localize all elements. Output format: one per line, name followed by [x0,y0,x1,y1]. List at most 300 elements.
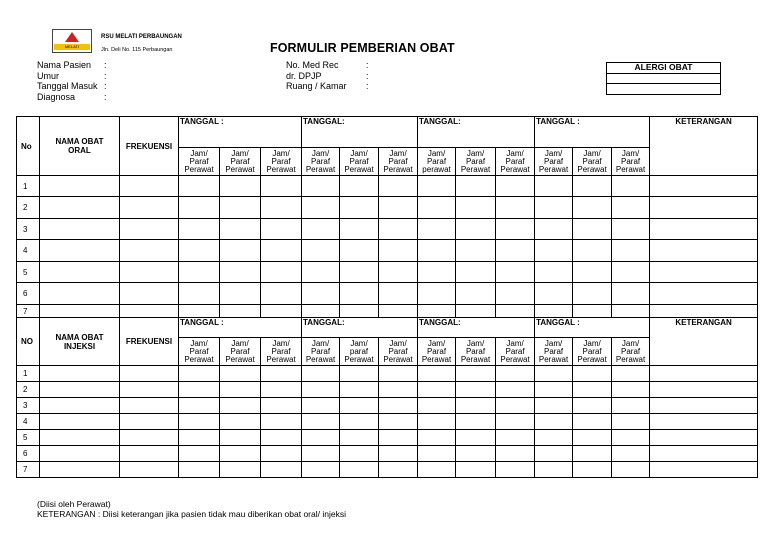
injection-time-sign-cell[interactable] [535,462,573,478]
hospital-address: Jln. Deli No. 115 Perbaungan [101,47,173,53]
oral-frequency-cell[interactable] [120,219,179,240]
injection-time-sign-cell[interactable] [612,462,650,478]
sub-header-line: Paraf [388,156,408,166]
injection-time-sign-header [220,338,261,366]
oral-time-sign-cell[interactable] [612,240,650,262]
oral-time-sign-cell[interactable] [418,240,456,262]
oral-time-sign-cell[interactable] [179,262,220,283]
injection-time-sign-cell[interactable] [340,382,379,398]
injection-time-sign-cell[interactable] [573,398,612,414]
injection-time-sign-cell[interactable] [261,430,302,446]
injection-time-sign-cell[interactable] [496,414,535,430]
oral-time-sign-cell[interactable] [220,283,261,305]
oral-time-sign-cell[interactable] [418,305,456,318]
oral-time-sign-cell[interactable] [302,283,340,305]
injection-drug-cell[interactable] [40,414,120,430]
injection-time-sign-cell[interactable] [612,398,650,414]
oral-time-sign-cell[interactable] [261,197,302,219]
oral-frequency-header: FREKUENSI [120,117,179,176]
sub-header-line: Jam/ [311,148,330,158]
oral-time-sign-header [220,148,261,176]
oral-date-label-3: TANGGAL: [418,117,535,148]
medication-grid [16,116,758,478]
oral-time-sign-cell[interactable] [418,176,456,197]
oral-time-sign-cell[interactable] [261,305,302,318]
oral-time-sign-cell[interactable] [535,305,573,318]
sub-header-line: Jam/ [427,338,446,348]
injection-time-sign-cell[interactable] [302,382,340,398]
injection-time-sign-header [261,338,302,366]
injection-time-sign-header [179,338,220,366]
allergy-field-2[interactable] [607,84,721,95]
injection-time-sign-cell[interactable] [340,430,379,446]
oral-row-number: 4 [17,240,40,262]
oral-notes-cell[interactable] [650,240,758,262]
injection-time-sign-cell[interactable] [418,382,456,398]
oral-frequency-cell[interactable] [120,283,179,305]
sub-header-line: Paraf [189,156,209,166]
sub-header-line: paraf [349,346,369,356]
injection-table-row [17,398,758,414]
injection-drug-cell[interactable] [40,382,120,398]
sub-header-line: Perawat [305,164,336,174]
form-title: FORMULIR PEMBERIAN OBAT [270,41,455,55]
injection-notes-cell[interactable] [650,382,758,398]
oral-notes-header: KETERANGAN [650,117,758,176]
injection-time-sign-cell[interactable] [573,366,612,382]
sub-header-line: Paraf [388,346,408,356]
oral-time-sign-cell[interactable] [418,283,456,305]
injection-row-number: 6 [17,446,40,462]
oral-time-sign-cell[interactable] [340,176,379,197]
injection-table-row [17,430,758,446]
sub-header-line: Jam/ [190,338,208,348]
oral-time-sign-cell[interactable] [535,283,573,305]
logo-emblem-icon [65,32,79,42]
injection-frequency-cell[interactable] [120,382,179,398]
oral-time-sign-cell[interactable] [379,240,418,262]
oral-time-sign-header [535,148,573,176]
injection-time-sign-cell[interactable] [535,430,573,446]
sub-header-line: Jam/ [231,338,249,348]
injection-frequency-cell[interactable] [120,366,179,382]
injection-date-label-4: TANGGAL : [535,318,650,338]
injection-time-sign-cell[interactable] [456,398,496,414]
injection-time-sign-cell[interactable] [302,446,340,462]
sub-header-line: Jam/ [231,148,249,158]
oral-time-sign-cell[interactable] [340,305,379,318]
oral-time-sign-cell[interactable] [418,219,456,240]
oral-table-row [17,262,758,283]
oral-frequency-cell[interactable] [120,262,179,283]
oral-time-sign-cell[interactable] [220,262,261,283]
sub-header-line: Paraf [310,156,331,166]
injection-drug-cell[interactable] [40,446,120,462]
footer-line-1: (Diisi oleh Perawat) [37,499,111,509]
oral-notes-cell[interactable] [650,219,758,240]
oral-time-sign-cell[interactable] [220,219,261,240]
injection-date-label-3: TANGGAL: [418,318,535,338]
injection-notes-cell[interactable] [650,366,758,382]
injection-time-sign-cell[interactable] [496,382,535,398]
oral-time-sign-cell[interactable] [573,283,612,305]
injection-time-sign-cell[interactable] [535,446,573,462]
oral-date-label-2: TANGGAL: [302,117,418,148]
injection-time-sign-cell[interactable] [612,414,650,430]
oral-time-sign-cell[interactable] [496,176,535,197]
oral-time-sign-cell[interactable] [302,219,340,240]
oral-time-sign-cell[interactable] [379,305,418,318]
sub-header-line: Jam/ [506,148,524,158]
oral-frequency-cell[interactable] [120,197,179,219]
oral-time-sign-cell[interactable] [535,240,573,262]
sub-header-line: Perawat [225,164,255,174]
sub-header-line: Paraf [271,156,291,166]
injection-row-number: 5 [17,430,40,446]
oral-time-sign-header [261,148,302,176]
oral-time-sign-cell[interactable] [496,262,535,283]
injection-time-sign-cell[interactable] [379,382,418,398]
oral-notes-cell[interactable] [650,262,758,283]
oral-drug-cell[interactable] [40,262,120,283]
injection-time-sign-cell[interactable] [220,366,261,382]
oral-drug-cell[interactable] [40,283,120,305]
oral-time-sign-cell[interactable] [612,262,650,283]
sub-header-line: Jam/ [350,148,368,158]
injection-table-row [17,366,758,382]
oral-time-sign-cell[interactable] [220,240,261,262]
oral-time-sign-cell[interactable] [418,197,456,219]
oral-time-sign-cell[interactable] [261,176,302,197]
injection-time-sign-cell[interactable] [496,446,535,462]
oral-time-sign-cell[interactable] [261,240,302,262]
injection-time-sign-cell[interactable] [535,414,573,430]
oral-notes-cell[interactable] [650,283,758,305]
injection-drug-header: NAMA OBAT INJEKSI [40,318,120,366]
injection-time-sign-cell[interactable] [456,382,496,398]
injection-time-sign-cell[interactable] [379,446,418,462]
sub-header-line: Perawat [225,354,255,364]
injection-time-sign-cell[interactable] [496,398,535,414]
oral-time-sign-cell[interactable] [456,219,496,240]
oral-time-sign-cell[interactable] [418,262,456,283]
injection-time-sign-cell[interactable] [535,382,573,398]
oral-time-sign-header [179,148,220,176]
injection-drug-cell[interactable] [40,398,120,414]
injection-time-sign-cell[interactable] [418,366,456,382]
oral-date-label-4: TANGGAL : [535,117,650,148]
oral-drug-cell[interactable] [40,240,120,262]
injection-time-sign-cell[interactable] [418,414,456,430]
injection-time-sign-cell[interactable] [179,366,220,382]
injection-row-number: 3 [17,398,40,414]
oral-time-sign-cell[interactable] [496,240,535,262]
oral-time-sign-cell[interactable] [496,197,535,219]
injection-time-sign-cell[interactable] [456,414,496,430]
injection-time-sign-cell[interactable] [612,366,650,382]
oral-time-sign-cell[interactable] [496,219,535,240]
injection-notes-cell[interactable] [650,398,758,414]
injection-time-sign-cell[interactable] [418,398,456,414]
oral-time-sign-cell[interactable] [302,305,340,318]
oral-time-sign-cell[interactable] [179,240,220,262]
injection-notes-cell[interactable] [650,430,758,446]
oral-time-sign-cell[interactable] [535,197,573,219]
injection-time-sign-cell[interactable] [302,462,340,478]
sub-header-line: Paraf [310,346,331,356]
oral-drug-cell[interactable] [40,305,120,318]
sub-header-line: Perawat [383,354,413,364]
room-label: Ruang / Kamar [286,81,347,91]
oral-time-sign-header [456,148,496,176]
sub-header-line: Paraf [230,156,250,166]
injection-drug-cell[interactable] [40,462,120,478]
injection-time-sign-cell[interactable] [535,366,573,382]
injection-time-sign-cell[interactable] [379,366,418,382]
injection-time-sign-cell[interactable] [573,446,612,462]
injection-time-sign-cell[interactable] [418,462,456,478]
injection-row-number: 1 [17,366,40,382]
sub-header-line: Paraf [505,346,525,356]
sub-header-line: Perawat [500,354,530,364]
injection-time-sign-cell[interactable] [179,414,220,430]
injection-time-sign-cell[interactable] [220,446,261,462]
oral-time-sign-cell[interactable] [340,197,379,219]
oral-drug-cell[interactable] [40,219,120,240]
oral-time-sign-cell[interactable] [379,176,418,197]
oral-time-sign-cell[interactable] [612,305,650,318]
oral-time-sign-cell[interactable] [612,176,650,197]
injection-frequency-cell[interactable] [120,430,179,446]
oral-time-sign-cell[interactable] [179,283,220,305]
sub-header-line: Jam/ [311,338,330,348]
oral-frequency-cell[interactable] [120,240,179,262]
injection-frequency-cell[interactable] [120,446,179,462]
injection-time-sign-cell[interactable] [573,382,612,398]
oral-time-sign-cell[interactable] [573,262,612,283]
injection-frequency-cell[interactable] [120,462,179,478]
injection-time-sign-cell[interactable] [535,398,573,414]
oral-table-row [17,197,758,219]
injection-time-sign-cell[interactable] [612,446,650,462]
oral-row-number: 1 [17,176,40,197]
injection-time-sign-cell[interactable] [302,366,340,382]
injection-time-sign-cell[interactable] [496,462,535,478]
injection-time-sign-cell[interactable] [261,366,302,382]
oral-table-row [17,305,758,318]
oral-time-sign-cell[interactable] [379,283,418,305]
sub-header-line: Jam/ [427,148,446,158]
injection-time-sign-cell[interactable] [340,446,379,462]
injection-time-sign-cell[interactable] [379,414,418,430]
oral-time-sign-cell[interactable] [535,262,573,283]
allergy-field-1[interactable] [607,73,721,84]
injection-time-sign-cell[interactable] [261,462,302,478]
injection-time-sign-cell[interactable] [261,382,302,398]
oral-time-sign-cell[interactable] [612,283,650,305]
footer-notes [37,500,346,519]
injection-row-number: 4 [17,414,40,430]
oral-time-sign-cell[interactable] [220,197,261,219]
sub-header-line: Perawat [538,354,569,364]
sub-header-line: Paraf [582,346,602,356]
injection-time-sign-cell[interactable] [340,462,379,478]
oral-time-sign-cell[interactable] [456,262,496,283]
injection-time-sign-cell[interactable] [379,430,418,446]
oral-notes-cell[interactable] [650,197,758,219]
injection-time-sign-cell[interactable] [340,366,379,382]
injection-time-sign-cell[interactable] [261,414,302,430]
oral-time-sign-cell[interactable] [496,283,535,305]
oral-drug-cell[interactable] [40,197,120,219]
oral-notes-cell[interactable] [650,305,758,318]
injection-time-sign-cell[interactable] [220,462,261,478]
injection-time-sign-cell[interactable] [220,382,261,398]
injection-time-sign-cell[interactable] [612,430,650,446]
injection-time-sign-cell[interactable] [220,414,261,430]
oral-time-sign-cell[interactable] [573,197,612,219]
injection-time-sign-cell[interactable] [179,382,220,398]
injection-time-sign-cell[interactable] [261,398,302,414]
injection-time-sign-cell[interactable] [379,398,418,414]
diagnosis-label: Diagnosa [37,91,76,102]
oral-notes-cell[interactable] [650,176,758,197]
oral-time-sign-cell[interactable] [612,219,650,240]
oral-time-sign-cell[interactable] [179,219,220,240]
oral-time-sign-cell[interactable] [302,262,340,283]
oral-time-sign-header [573,148,612,176]
injection-time-sign-cell[interactable] [179,430,220,446]
oral-time-sign-cell[interactable] [456,283,496,305]
oral-time-sign-cell[interactable] [302,176,340,197]
oral-time-sign-cell[interactable] [261,219,302,240]
oral-time-sign-cell[interactable] [379,197,418,219]
oral-row-number: 2 [17,197,40,219]
injection-time-sign-header [456,338,496,366]
oral-row-number: 5 [17,262,40,283]
injection-time-sign-cell[interactable] [418,430,456,446]
sub-header-line: Jam/ [350,338,368,348]
injection-time-sign-cell[interactable] [179,398,220,414]
med-rec-row [286,60,369,71]
injection-time-sign-cell[interactable] [573,462,612,478]
oral-time-sign-cell[interactable] [456,176,496,197]
injection-time-sign-header [379,338,418,366]
hospital-name: RSU MELATI PERBAUNGAN [101,34,182,40]
injection-time-sign-cell[interactable] [220,430,261,446]
oral-time-sign-cell[interactable] [535,219,573,240]
oral-time-sign-cell[interactable] [612,197,650,219]
oral-time-sign-cell[interactable] [340,219,379,240]
injection-frequency-cell[interactable] [120,414,179,430]
oral-time-sign-cell[interactable] [340,240,379,262]
injection-table-row [17,446,758,462]
injection-time-sign-cell[interactable] [220,398,261,414]
separator: : [366,60,369,70]
injection-notes-cell[interactable] [650,414,758,430]
injection-time-sign-cell[interactable] [612,382,650,398]
oral-frequency-cell[interactable] [120,305,179,318]
oral-time-sign-cell[interactable] [456,197,496,219]
oral-time-sign-cell[interactable] [573,176,612,197]
oral-time-sign-cell[interactable] [496,305,535,318]
oral-time-sign-cell[interactable] [220,176,261,197]
oral-time-sign-cell[interactable] [261,283,302,305]
oral-time-sign-cell[interactable] [573,240,612,262]
injection-time-sign-cell[interactable] [302,414,340,430]
oral-time-sign-cell[interactable] [261,262,302,283]
oral-time-sign-cell[interactable] [456,240,496,262]
injection-time-sign-cell[interactable] [456,430,496,446]
oral-time-sign-cell[interactable] [535,176,573,197]
injection-time-sign-cell[interactable] [456,366,496,382]
injection-date-label-2: TANGGAL: [302,318,418,338]
oral-time-sign-cell[interactable] [456,305,496,318]
allergy-box [606,62,721,95]
oral-time-sign-cell[interactable] [340,283,379,305]
injection-time-sign-cell[interactable] [340,414,379,430]
injection-time-sign-cell[interactable] [496,430,535,446]
oral-no-header: No [17,117,40,176]
patient-name-label: Nama Pasien [37,60,92,70]
injection-time-sign-cell[interactable] [179,446,220,462]
injection-time-sign-cell[interactable] [261,446,302,462]
injection-drug-cell[interactable] [40,430,120,446]
oral-time-sign-cell[interactable] [302,197,340,219]
injection-date-label-1: TANGGAL : [179,318,302,338]
admission-date-row [37,81,107,92]
sub-header-line: Perawat [421,354,452,364]
oral-table-row [17,219,758,240]
injection-row-number: 7 [17,462,40,478]
sub-header-line: Paraf [189,346,209,356]
injection-time-sign-cell[interactable] [573,430,612,446]
oral-row-number: 7 [17,305,40,318]
oral-time-sign-header [379,148,418,176]
injection-time-sign-cell[interactable] [302,430,340,446]
injection-notes-cell[interactable] [650,462,758,478]
injection-time-sign-cell[interactable] [456,462,496,478]
oral-time-sign-cell[interactable] [379,219,418,240]
oral-drug-cell[interactable] [40,176,120,197]
injection-frequency-cell[interactable] [120,398,179,414]
injection-time-sign-cell[interactable] [379,462,418,478]
injection-time-sign-cell[interactable] [302,398,340,414]
oral-time-sign-cell[interactable] [379,262,418,283]
injection-drug-cell[interactable] [40,366,120,382]
oral-time-sign-cell[interactable] [179,305,220,318]
oral-time-sign-cell[interactable] [573,219,612,240]
oral-time-sign-cell[interactable] [220,305,261,318]
injection-time-sign-cell[interactable] [340,398,379,414]
oral-time-sign-cell[interactable] [179,176,220,197]
oral-time-sign-cell[interactable] [179,197,220,219]
injection-time-sign-cell[interactable] [418,446,456,462]
oral-time-sign-cell[interactable] [573,305,612,318]
hospital-logo [52,29,92,53]
injection-time-sign-cell[interactable] [573,414,612,430]
injection-time-sign-cell[interactable] [179,462,220,478]
injection-notes-cell[interactable] [650,446,758,462]
oral-frequency-cell[interactable] [120,176,179,197]
injection-time-sign-cell[interactable] [496,366,535,382]
oral-time-sign-cell[interactable] [302,240,340,262]
injection-frequency-header: FREKUENSI [120,318,179,366]
oral-time-sign-cell[interactable] [340,262,379,283]
oral-row-number: 3 [17,219,40,240]
injection-time-sign-cell[interactable] [456,446,496,462]
oral-time-sign-header [612,148,650,176]
